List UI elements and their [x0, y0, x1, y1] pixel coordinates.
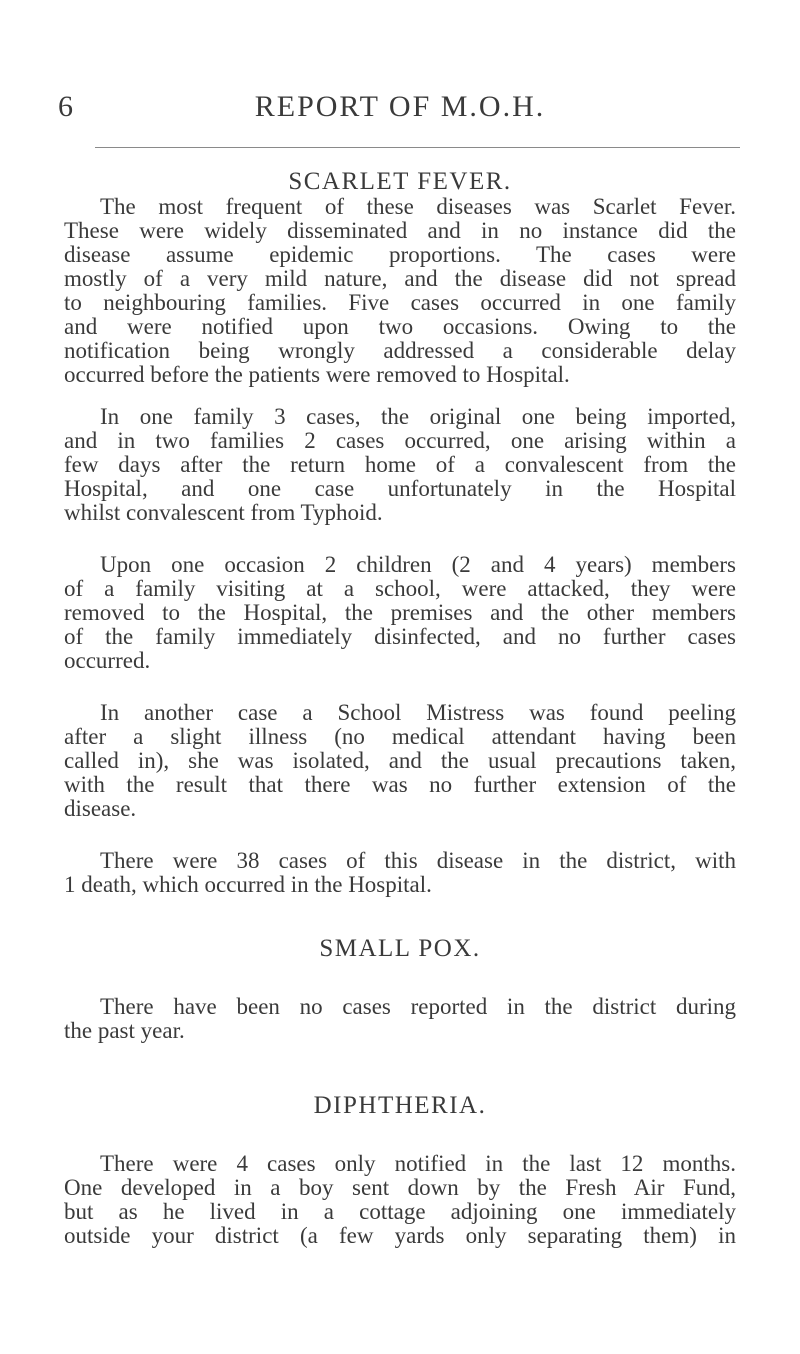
text-line: These were widely disseminated and in no instance did the: [64, 219, 736, 243]
text-line: In another case a School Mistress was found peeling: [100, 701, 736, 725]
paragraph: [64, 849, 736, 897]
text-line: and were notified upon two occasions. Owing to the: [64, 315, 736, 339]
paragraph: [64, 405, 736, 525]
text-line: removed to the Hospital, the premises and the other members: [64, 601, 736, 625]
text-line: the past year.: [64, 1019, 185, 1043]
text-line: after a slight illness (no medical attendant having been: [64, 725, 736, 749]
text-line: few days after the return home of a convalescent from the: [64, 453, 736, 477]
text-line: occurred before the patients were removed to Hospital.: [64, 363, 570, 387]
text-line: The most frequent of these diseases was Scarlet Fever.: [100, 195, 736, 219]
paragraph: [64, 553, 736, 673]
paragraph: [64, 219, 736, 387]
text-line: of the family immediately disinfected, and no further cases: [64, 625, 736, 649]
section-heading-scarlet-fever: SCARLET FEVER.: [288, 168, 512, 195]
text-line: mostly of a very mild nature, and the disease did not spread: [64, 267, 736, 291]
text-line: whilst convalescent from Typhoid.: [64, 501, 383, 525]
text-line: In one family 3 cases, the original one being imported,: [100, 405, 736, 429]
page-number: 6: [58, 90, 74, 123]
text-line: There were 38 cases of this disease in the district, with: [100, 849, 736, 873]
paragraph: [64, 995, 736, 1043]
text-line: called in), she was isolated, and the usual precautions taken,: [64, 749, 736, 773]
text-line: There were 4 cases only notified in the last 12 months.: [100, 1152, 736, 1176]
text-line: One developed in a boy sent down by the Fresh Air Fund,: [64, 1176, 736, 1200]
paragraph: [64, 195, 736, 219]
text-line: of a family visiting at a school, were attacked, they were: [64, 577, 736, 601]
text-line: disease assume epidemic proportions. The cases were: [64, 243, 736, 267]
text-line: but as he lived in a cottage adjoining one immediately: [64, 1200, 736, 1224]
section-heading-diphtheria: DIPHTHERIA.: [313, 1092, 487, 1119]
text-line: notification being wrongly addressed a considerable delay: [64, 339, 736, 363]
paragraph: [64, 701, 736, 821]
paragraph: [64, 1152, 736, 1248]
text-line: occurred.: [64, 649, 151, 673]
running-title: REPORT OF M.O.H.: [254, 90, 546, 123]
text-line: and in two families 2 cases occurred, one arising within a: [64, 429, 736, 453]
text-line: There have been no cases reported in the district during: [100, 995, 736, 1019]
text-line: outside your district (a few yards only separating them) in: [64, 1224, 736, 1248]
text-line: Upon one occasion 2 children (2 and 4 years) members: [100, 553, 736, 577]
text-line: 1 death, which occurred in the Hospital.: [64, 873, 432, 897]
header-rule: [95, 147, 740, 148]
text-line: to neighbouring families. Five cases occurred in one family: [64, 291, 736, 315]
text-line: Hospital, and one case unfortunately in the Hospital: [64, 477, 736, 501]
text-line: with the result that there was no further extension of the: [64, 773, 736, 797]
text-line: disease.: [64, 797, 137, 821]
section-heading-small-pox: SMALL POX.: [319, 935, 481, 962]
